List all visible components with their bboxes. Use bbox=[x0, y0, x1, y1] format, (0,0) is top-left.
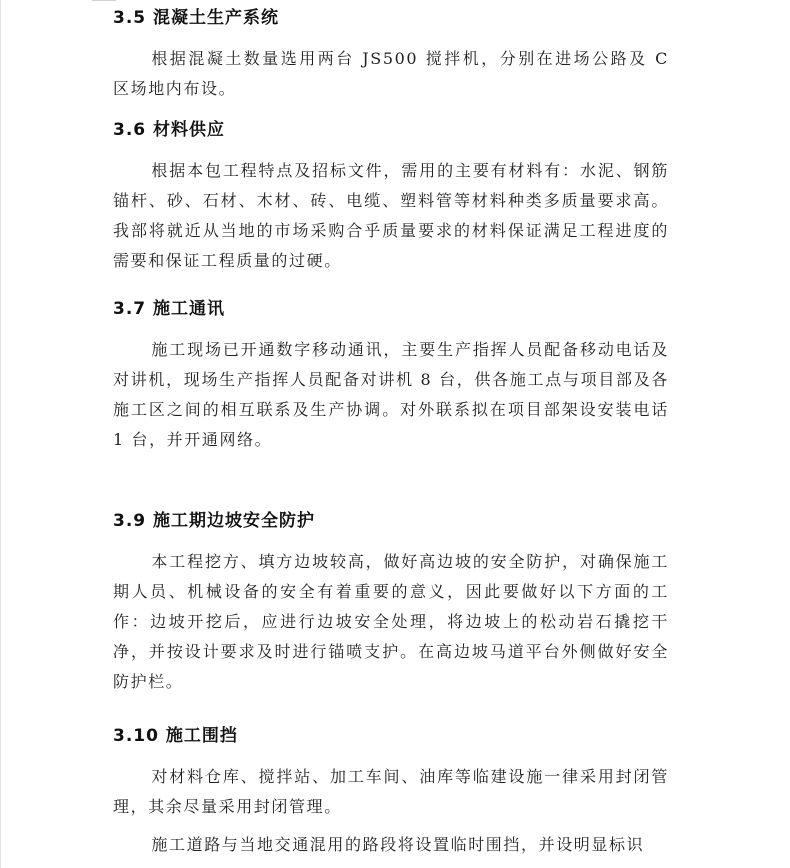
section-3-10 bbox=[113, 725, 673, 860]
header-rule bbox=[92, 0, 116, 1]
section-heading: 3.5 混凝土生产系统 bbox=[113, 8, 280, 28]
section-paragraph: 对材料仓库、搅拌站、加工车间、油库等临建设施一律采用封闭管理，其余尽量采用封闭管理。 bbox=[113, 767, 669, 816]
section-3-9 bbox=[113, 510, 673, 697]
section-paragraph: 本工程挖方、填方边坡较高，做好高边坡的安全防护，对确保施工期人员、机械设备的安全有着重要的意义，因此要做好以下方面的工作：边坡开挖后，应进行边坡安全处理，将边坡上的松动岩石撬挖干净，并按设计要求及时进行锚喷支护。在高边坡马道平台外侧做好安全防护栏。 bbox=[113, 552, 669, 691]
section-3-7 bbox=[113, 298, 673, 455]
page-edge-line bbox=[0, 0, 1, 868]
section-heading: 3.7 施工通讯 bbox=[113, 299, 226, 319]
section-heading: 3.10 施工围挡 bbox=[113, 726, 238, 746]
section-3-6 bbox=[113, 119, 673, 276]
section-heading: 3.6 材料供应 bbox=[113, 120, 226, 140]
section-3-5 bbox=[113, 7, 673, 104]
section-paragraph: 根据混凝土数量选用两台 JS500 搅拌机，分别在进场公路及 C 区场地内布设。 bbox=[113, 49, 669, 98]
section-paragraph: 施工现场已开通数字移动通讯，主要生产指挥人员配备移动电话及对讲机，现场生产指挥人员配备对讲机 8 台，供各施工点与项目部及各施工区之间的相互联系及生产协调。对外联系拟在项目部架设安装电话 1 台，并开通网络。 bbox=[113, 340, 669, 449]
section-paragraph: 根据本包工程特点及招标文件，需用的主要有材料有：水泥、钢筋锚杆、砂、石材、木材、砖、电缆、塑料管等材料种类多质量要求高。我部将就近从当地的市场采购合乎质量要求的材料保证满足工程进度的需要和保证工程质量的过硬。 bbox=[113, 161, 669, 270]
section-heading: 3.9 施工期边坡安全防护 bbox=[113, 511, 316, 531]
section-paragraph: 施工道路与当地交通混用的路段将设置临时围挡，并设明显标识 bbox=[151, 835, 645, 854]
